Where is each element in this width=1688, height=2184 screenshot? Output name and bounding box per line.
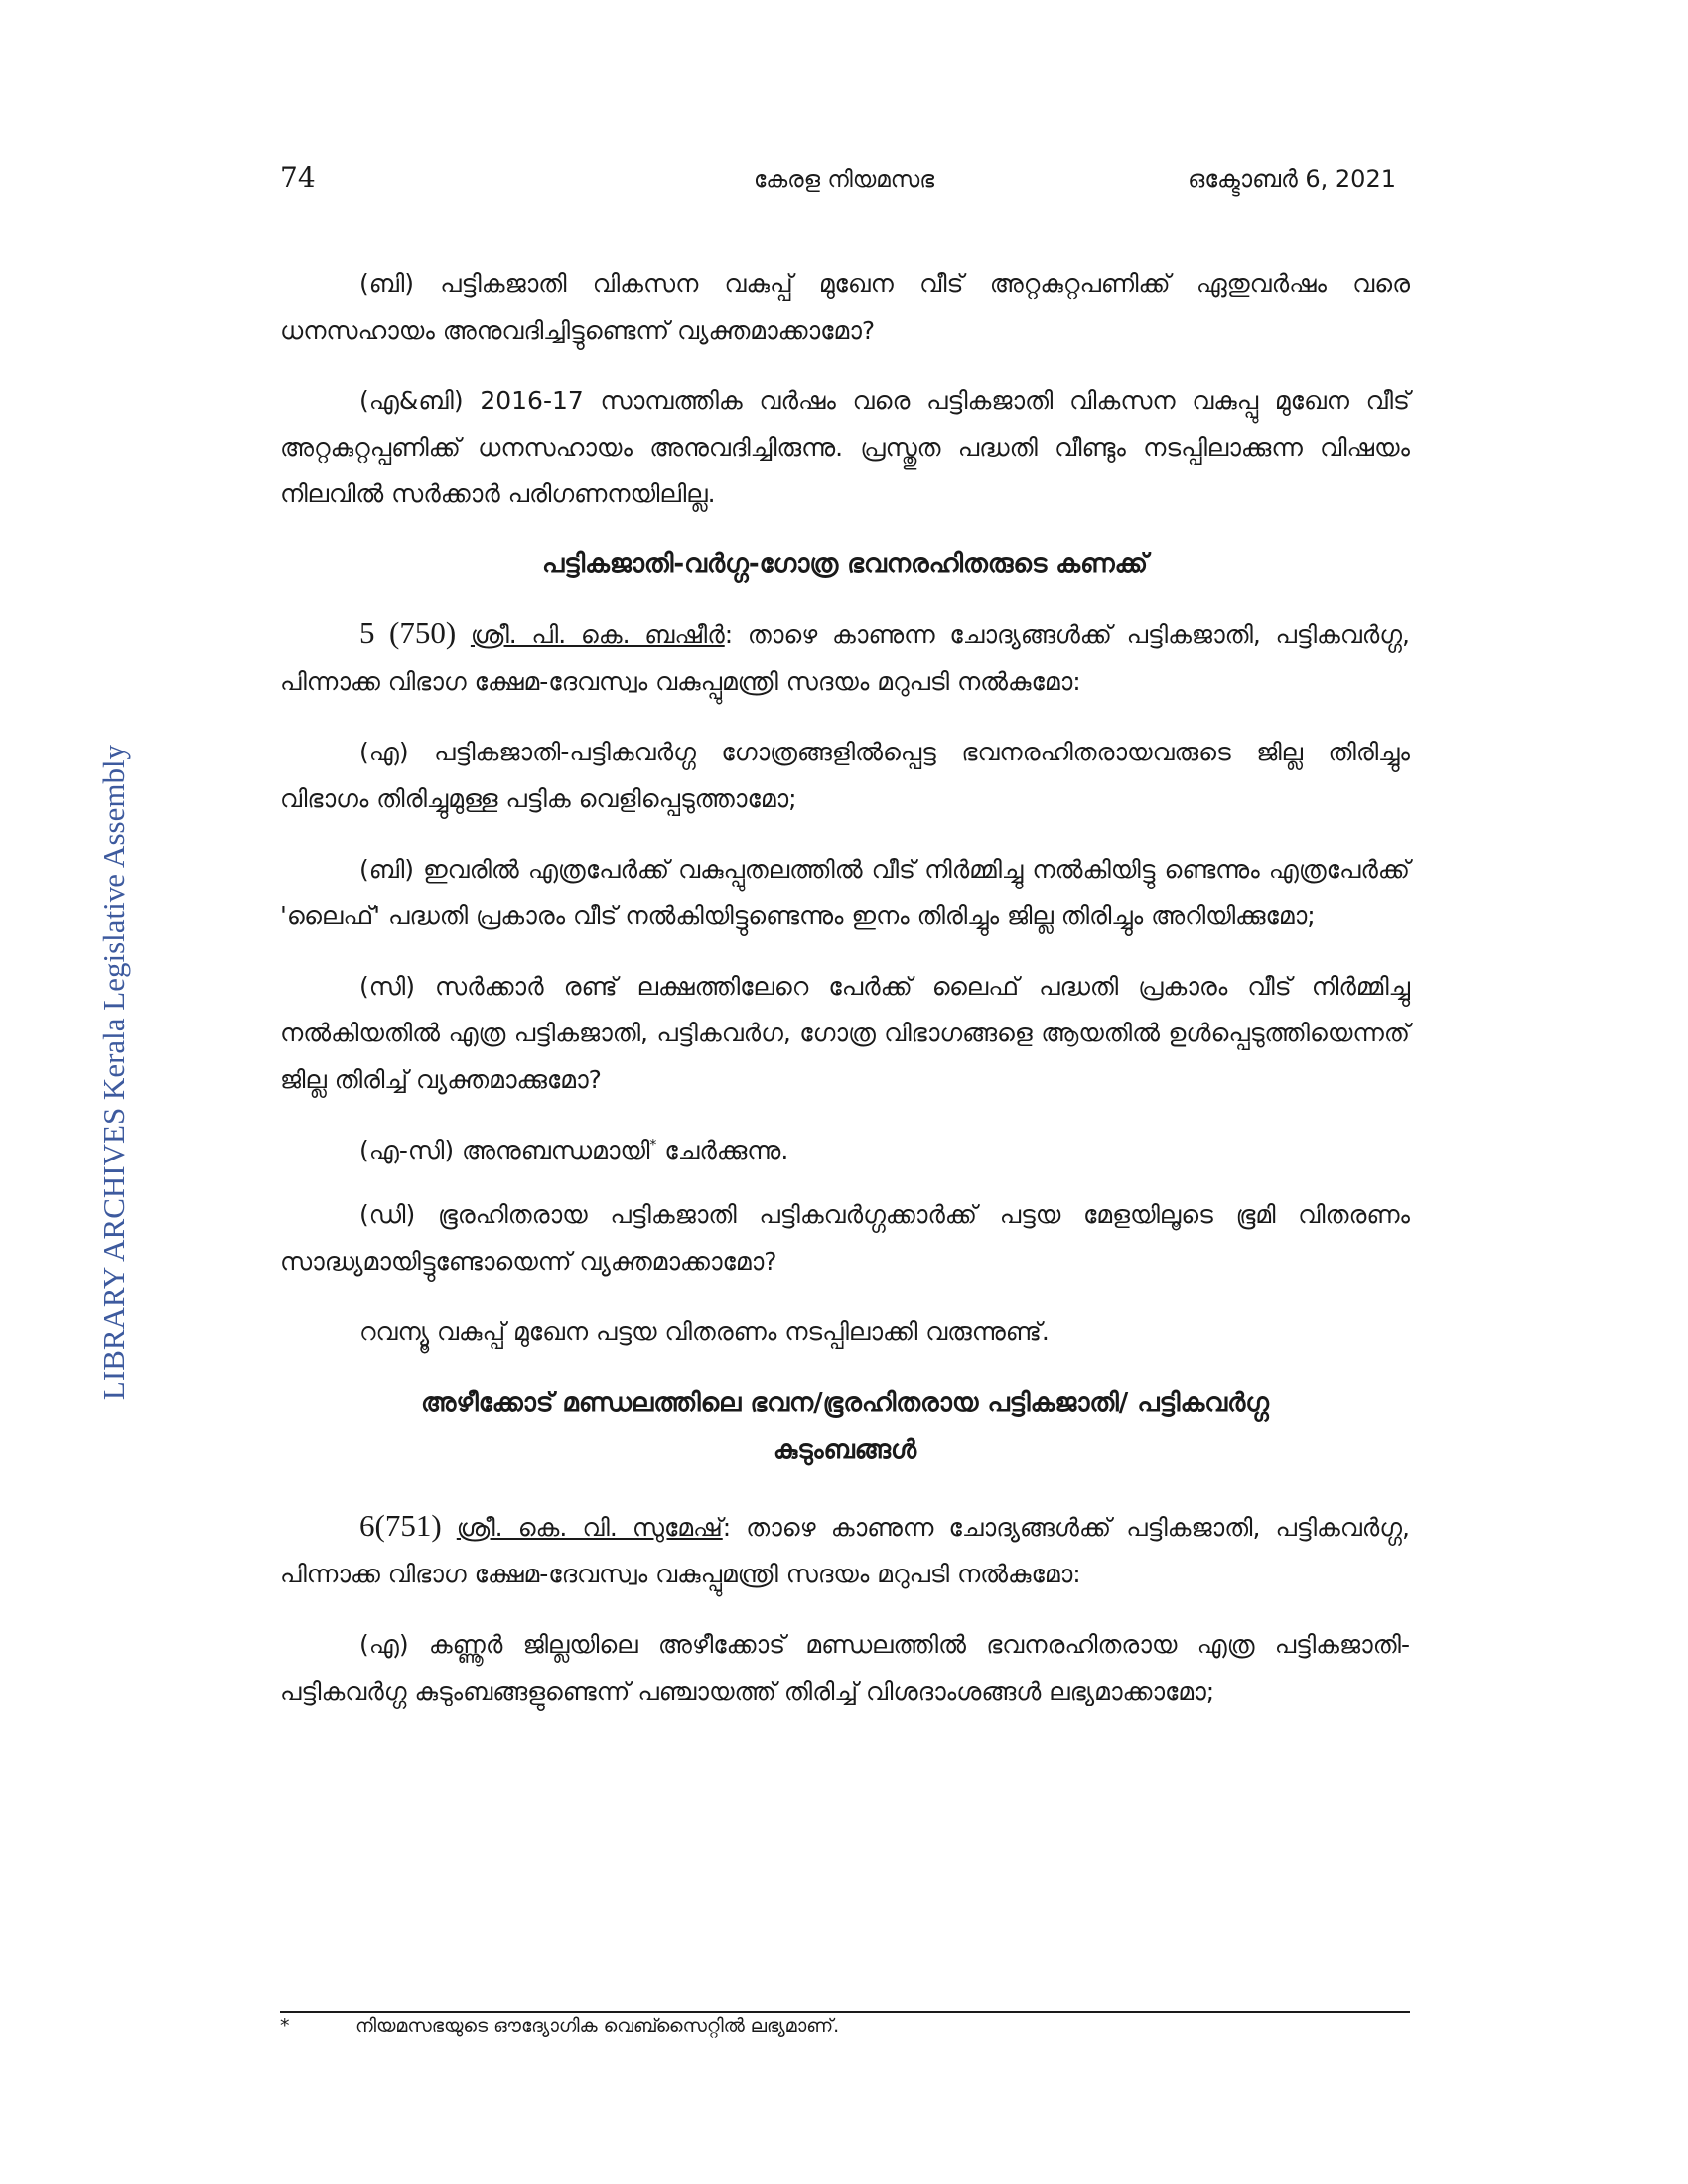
section-heading [280, 1379, 1410, 1474]
section-heading-line2: കുടുംബങ്ങൾ [773, 1435, 917, 1465]
section-heading-line1: അഴീക്കോട് മണ്ഡലത്തിലെ ഭവന/ഭൂരഹിതരായ പട്ടികജാതി/ പട്ടികവർഗ്ഗ [421, 1388, 1269, 1418]
member-name: ശ്രീ. കെ. വി. സുമേഷ് [456, 1513, 723, 1542]
footnote-marker: * [649, 1137, 657, 1154]
question-c: (സി) സർക്കാർ രണ്ട് ലക്ഷത്തിലേറെ പേർക്ക് ലൈഫ് പദ്ധതി പ്രകാരം വീട് നിർമ്മിച്ചു നൽകിയതിൽ എത്ര പട്ടികജാതി, പട്ടികവർഗ, ഗോത്ര വിഭാഗങ്ങളെ ആയതിൽ ഉൾപ്പെടുത്തിയെന്നത് ജില്ല തിരിച്ച് വ്യക്തമാക്കുമോ? [280, 972, 1410, 1094]
footnote-rule [280, 2011, 1410, 2013]
header-date: ഒക്ടോബർ 6, 2021 [1188, 165, 1396, 193]
document-body [280, 260, 1410, 1738]
question-number: 5 (750) [359, 615, 457, 650]
question-intro-text: : താഴെ കാണുന്ന ചോദ്യങ്ങൾക്ക് പട്ടികജാതി, പട്ടികവർഗ്ഗ, പിന്നാക്ക വിഭാഗ ക്ഷേമ-ദേവസ്വം വകുപ്പുമന്ത്രി സദയം മറുപടി നൽകുമോ: [280, 1513, 1410, 1588]
question-intro [280, 610, 1410, 705]
question-a: (എ) കണ്ണൂർ ജില്ലയിലെ അഴീക്കോട് മണ്ഡലത്തിൽ ഭവനരഹിതരായ എത്ര പട്ടികജാതി-പട്ടികവർഗ്ഗ കുടുംബങ്ങളുണ്ടെന്ന് പഞ്ചായത്ത് തിരിച്ച് വിശദാംശങ്ങൾ ലഭ്യമാക്കാമോ; [280, 1630, 1410, 1706]
answer-a-b: (എ&ബി) 2016-17 സാമ്പത്തിക വർഷം വരെ പട്ടികജാതി വികസന വകുപ്പു മുഖേന വീട് അറ്റകുറ്റപ്പണിക്ക് ധനസഹായം അനുവദിച്ചിരുന്നു. പ്രസ്തുത പദ്ധതി വീണ്ടും നടപ്പിലാക്കുന്ന വിഷയം നിലവിൽ സർക്കാർ പരിഗണനയിലില്ല. [280, 386, 1410, 508]
watermark-text: LIBRARY ARCHIVES Kerala Legislative Assembly [96, 744, 131, 1401]
section-heading: പട്ടികജാതി-വർഗ്ഗ-ഗോത്ര ഭവനരഹിതരുടെ കണക്ക് [542, 549, 1148, 579]
page-number: 74 [280, 161, 316, 194]
answer-a-c [280, 1127, 1410, 1173]
answer-a-c-suffix: ചേർക്കുന്നു. [656, 1136, 789, 1164]
answer-d: റവന്യൂ വകുപ്പ് മുഖേന പട്ടയ വിതരണം നടപ്പിലാക്കി വരുന്നുണ്ട്. [359, 1317, 1050, 1346]
answer-a-c-text: (എ-സി) അനുബന്ധമായി [359, 1136, 650, 1164]
question-number: 6(751) [359, 1508, 442, 1543]
question-b: (ബി) പട്ടികജാതി വികസന വകുപ്പ് മുഖേന വീട് അറ്റകുറ്റപണിക്ക് ഏതുവർഷം വരെ ധനസഹായം അനുവദിച്ചിട്ടുണ്ടെന്ന് വ്യക്തമാക്കാമോ? [280, 269, 1410, 344]
question-d: (ഡി) ഭൂരഹിതരായ പട്ടികജാതി പട്ടികവർഗ്ഗക്കാർക്ക് പട്ടയ മേളയിലൂടെ ഭൂമി വിതരണം സാദ്ധ്യമായിട്ടുണ്ടോയെന്ന് വ്യക്തമാക്കാമോ? [280, 1200, 1410, 1276]
footnote [280, 2015, 1410, 2037]
footnote-mark: * [280, 2015, 290, 2037]
question-intro [280, 1502, 1410, 1597]
question-b: (ബി) ഇവരിൽ എത്രപേർക്ക് വകുപ്പുതലത്തിൽ വീട് നിർമ്മിച്ചു നൽകിയിട്ടു ണ്ടെന്നും എത്രപേർക്ക് 'ലൈഫ്' പദ്ധതി പ്രകാരം വീട് നൽകിയിട്ടുണ്ടെന്നും ഇനം തിരിച്ചും ജില്ല തിരിച്ചും അറിയിക്കുമോ; [280, 855, 1410, 930]
member-name: ശ്രീ. പി. കെ. ബഷീർ [470, 620, 725, 649]
footnote-text: നിയമസഭയുടെ ഔദ്യോഗിക വെബ്സൈറ്റിൽ ലഭ്യമാണ്. [355, 2015, 840, 2037]
question-intro-text: : താഴെ കാണുന്ന ചോദ്യങ്ങൾക്ക് പട്ടികജാതി, പട്ടികവർഗ്ഗ, പിന്നാക്ക വിഭാഗ ക്ഷേമ-ദേവസ്വം വകുപ്പുമന്ത്രി സദയം മറുപടി നൽകുമോ: [280, 620, 1410, 696]
running-title: കേരള നിയമസഭ [753, 167, 935, 193]
question-a: (എ) പട്ടികജാതി-പട്ടികവർഗ്ഗ ഗോത്രങ്ങളിൽപ്പെട്ട ഭവനരഹിതരായവരുടെ ജില്ല തിരിച്ചും വിഭാഗം തിരിച്ചുമുള്ള പട്ടിക വെളിപ്പെടുത്താമോ; [280, 738, 1410, 813]
